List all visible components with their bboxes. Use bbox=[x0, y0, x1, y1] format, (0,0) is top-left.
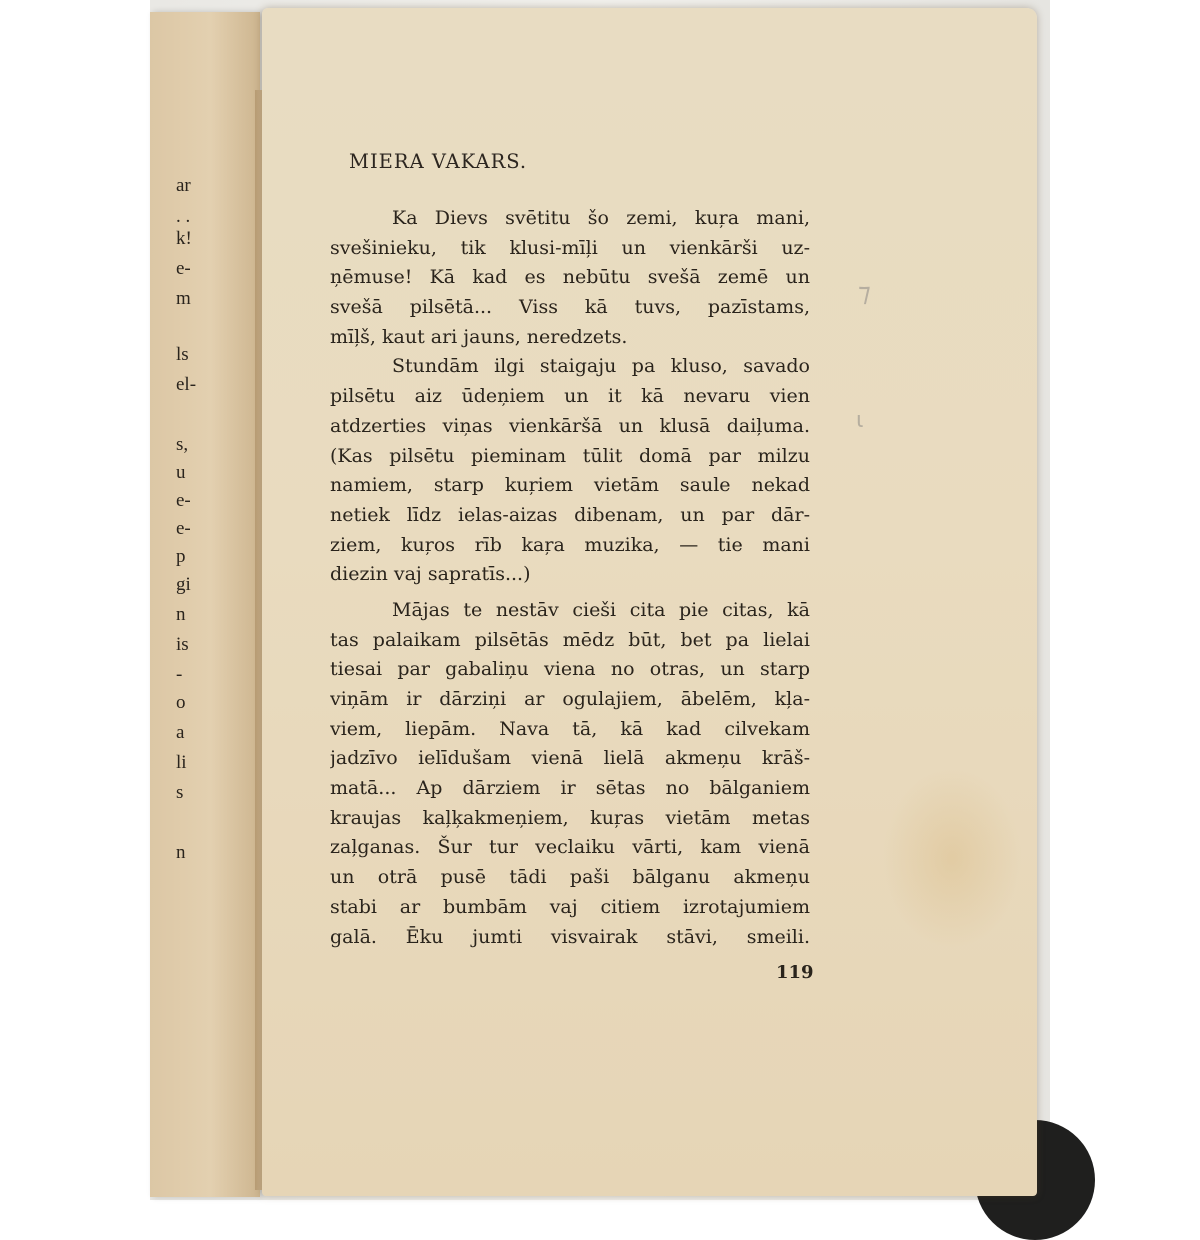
text-line: ziem, kuŗos rīb kaŗa muzika, — tie mani bbox=[330, 533, 810, 556]
text-line: svešā pilsētā... Viss kā tuvs, pazīstams, bbox=[330, 296, 810, 319]
left-page-fragment: o bbox=[176, 692, 186, 713]
body-text bbox=[330, 204, 810, 952]
left-page-fragment: ls bbox=[176, 344, 189, 365]
text-line: diezin vaj sapratīs...) bbox=[330, 563, 531, 586]
text-line: pilsētu aiz ūdeņiem un it kā nevaru vien bbox=[330, 385, 810, 408]
left-page-fragment: . . bbox=[176, 206, 191, 227]
text-line: Ka Dievs svētitu šo zemi, kuŗa mani, bbox=[392, 207, 810, 229]
text-line: tas palaikam pilsētās mēdz būt, bet pa lielai bbox=[330, 628, 810, 651]
text-line: svešinieku, tik klusi-mīļi un vienkārši uz- bbox=[330, 236, 810, 259]
text-line: Stundām ilgi staigaju pa kluso, savado bbox=[392, 355, 810, 378]
left-page-fragment: ar bbox=[176, 175, 191, 196]
left-page-fragment: is bbox=[176, 634, 189, 655]
text-line: zaļganas. Šur tur veclaiku vārti, kam vienā bbox=[330, 836, 810, 859]
left-page-fragment: n bbox=[176, 842, 186, 863]
left-page-fragment: - bbox=[176, 664, 183, 685]
text-line: tiesai par gabaliņu viena no otras, un starp bbox=[330, 658, 810, 681]
chapter-title: MIERA VAKARS. bbox=[349, 150, 528, 173]
left-page-fragment: s bbox=[176, 782, 184, 803]
text-line: ņēmuse! Kā kad es nebūtu svešā zemē un bbox=[330, 266, 810, 289]
text-line: netiek līdz ielas-aizas dibenam, un par dār- bbox=[330, 503, 810, 526]
pencil-mark-icon: ɩ bbox=[856, 408, 864, 433]
page-number: 119 bbox=[776, 962, 814, 983]
left-page-fragment: e- bbox=[176, 258, 191, 279]
left-page-fragment: p bbox=[176, 546, 186, 567]
text-line: galā. Ēku jumti visvairak stāvi, smeili. bbox=[330, 925, 810, 948]
text-line: un otrā pusē tādi paši bālganu akmeņu bbox=[330, 866, 810, 889]
text-line: namiem, starp kuŗiem vietām saule nekad bbox=[330, 474, 810, 497]
text-line: (Kas pilsētu pieminam tūlit domā par milzu bbox=[330, 444, 810, 467]
text-line: atdzerties viņas vienkāršā un klusā daiļuma. bbox=[330, 414, 810, 437]
left-page-fragment: k! bbox=[176, 228, 192, 249]
text-line: matā... Ap dārziem ir sētas no bālganiem bbox=[330, 777, 810, 800]
text-line: mīļš, kaut ari jauns, neredzets. bbox=[330, 325, 628, 348]
left-page bbox=[150, 12, 260, 1197]
left-page-fragment: li bbox=[176, 752, 187, 773]
text-line: kraujas kaļķakmeņiem, kuŗas vietām metas bbox=[330, 806, 810, 829]
left-page-fragment: el- bbox=[176, 374, 197, 395]
left-page-fragment: m bbox=[176, 288, 191, 309]
text-line: stabi ar bumbām vaj citiem izrotajumiem bbox=[330, 895, 810, 918]
left-page-fragment: a bbox=[176, 722, 185, 743]
text-line: Mājas te nestāv cieši cita pie citas, kā bbox=[392, 598, 810, 621]
left-page-fragment: s, bbox=[176, 434, 189, 455]
left-page-fragment: u bbox=[176, 462, 186, 483]
left-page-fragment: gi bbox=[176, 574, 191, 595]
left-page-fragment: e- bbox=[176, 518, 191, 539]
pencil-mark-icon: ⁊ bbox=[858, 278, 871, 308]
left-page-fragment: e- bbox=[176, 490, 191, 511]
left-page-fragment: n bbox=[176, 604, 186, 625]
text-line: viņām ir dārziņi ar ogulajiem, ābelēm, kļa- bbox=[330, 688, 810, 710]
text-line: jadzīvo ielīdušam vienā lielā akmeņu krāš- bbox=[330, 747, 810, 770]
text-line: viem, liepām. Nava tā, kā kad cilvekam bbox=[330, 717, 810, 740]
